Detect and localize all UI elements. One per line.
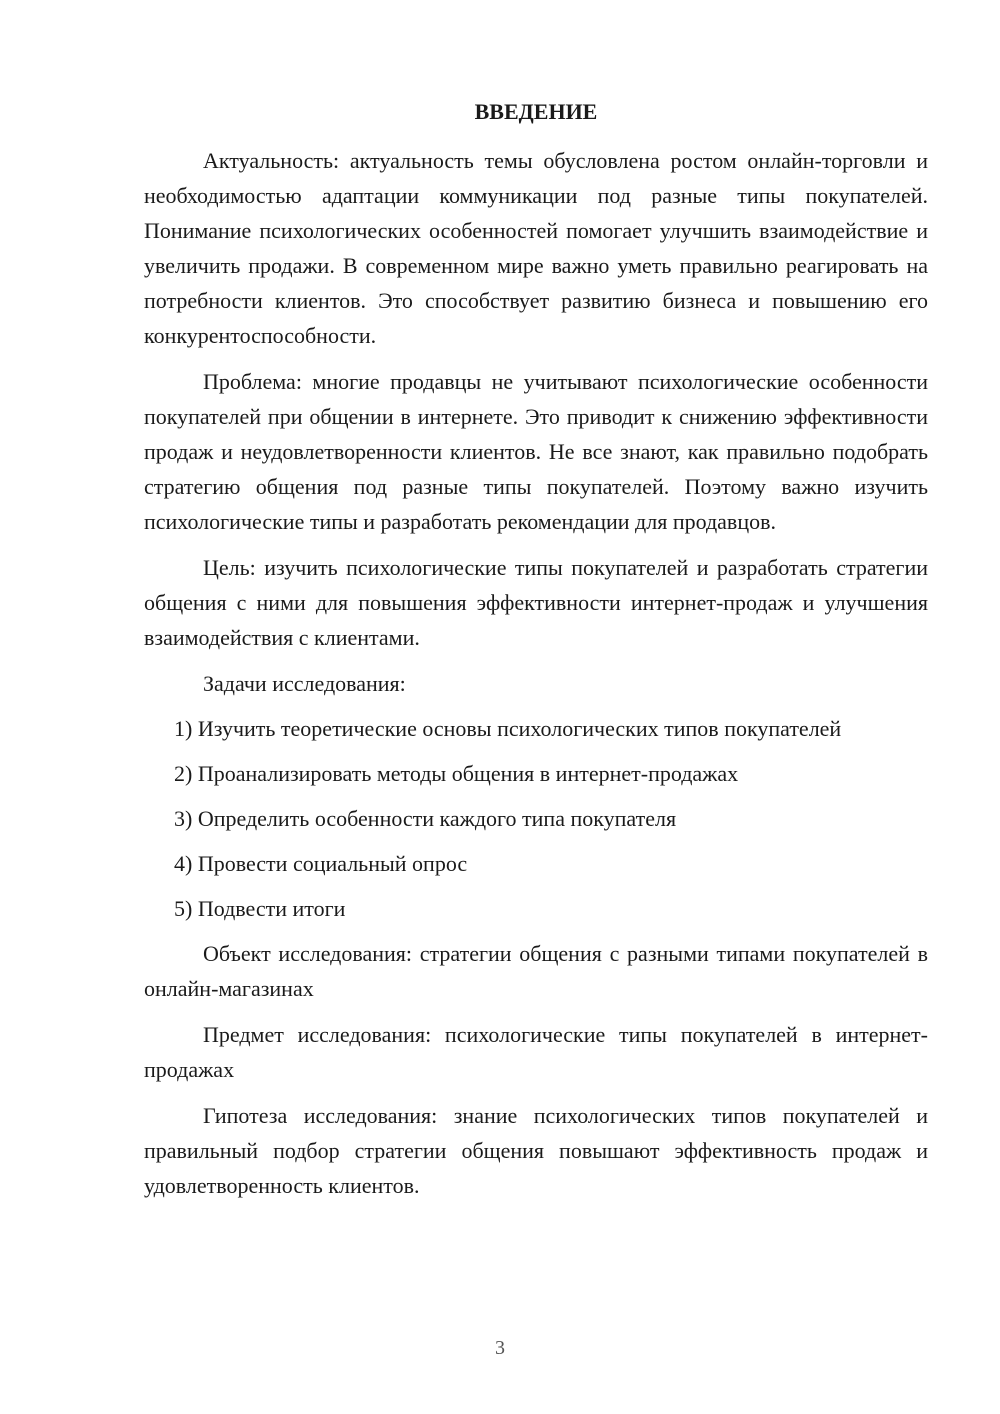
object-paragraph: Объект исследования: стратегии общения с разными типами покупателей в онлайн-магазинах xyxy=(144,941,928,1001)
tasks-intro: Задачи исследования: xyxy=(203,671,406,696)
page-heading: ВВЕДЕНИЕ xyxy=(474,99,598,124)
subject-paragraph: Предмет исследования: психологические типы покупателей в интернет-продажах xyxy=(144,1022,928,1082)
task-item: 3) Определить особенности каждого типа покупателя xyxy=(174,806,677,831)
page-number: 3 xyxy=(495,1337,505,1359)
goal-paragraph: Цель: изучить психологические типы покупателей и разработать стратегии общения с ними для повышения эффективности интернет-продаж и улучшения взаимодействия с клиентами. xyxy=(144,555,928,650)
relevance-paragraph: Актуальность: актуальность темы обусловлена ростом онлайн-торговли и необходимостью адаптации коммуникации под разные типы покупателей. Понимание психологических особенностей помогает улучшить взаимодействие и увеличить продажи. В современном мире важно уметь правильно реагировать на потребности клиентов. Это способствует развитию бизнеса и повышению его конкурентоспособности. xyxy=(144,148,928,348)
hypothesis-paragraph: Гипотеза исследования: знание психологических типов покупателей и правильный подбор стратегии общения повышают эффективность продаж и удовлетворенность клиентов. xyxy=(144,1103,928,1198)
problem-paragraph: Проблема: многие продавцы не учитывают психологические особенности покупателей при общении в интернете. Это приводит к снижению эффективности продаж и неудовлетворенности клиентов. Не все знают, как правильно подобрать стратегию общения под разные типы покупателей. Поэтому важно изучить психологические типы и разработать рекомендации для продавцов. xyxy=(144,369,928,534)
task-item: 1) Изучить теоретические основы психологических типов покупателей xyxy=(174,716,842,741)
task-item: 2) Проанализировать методы общения в интернет-продажах xyxy=(174,761,739,786)
page-content xyxy=(144,94,928,1214)
tasks-list xyxy=(144,711,928,926)
task-item: 4) Провести социальный опрос xyxy=(174,851,468,876)
task-item: 5) Подвести итоги xyxy=(174,896,346,921)
